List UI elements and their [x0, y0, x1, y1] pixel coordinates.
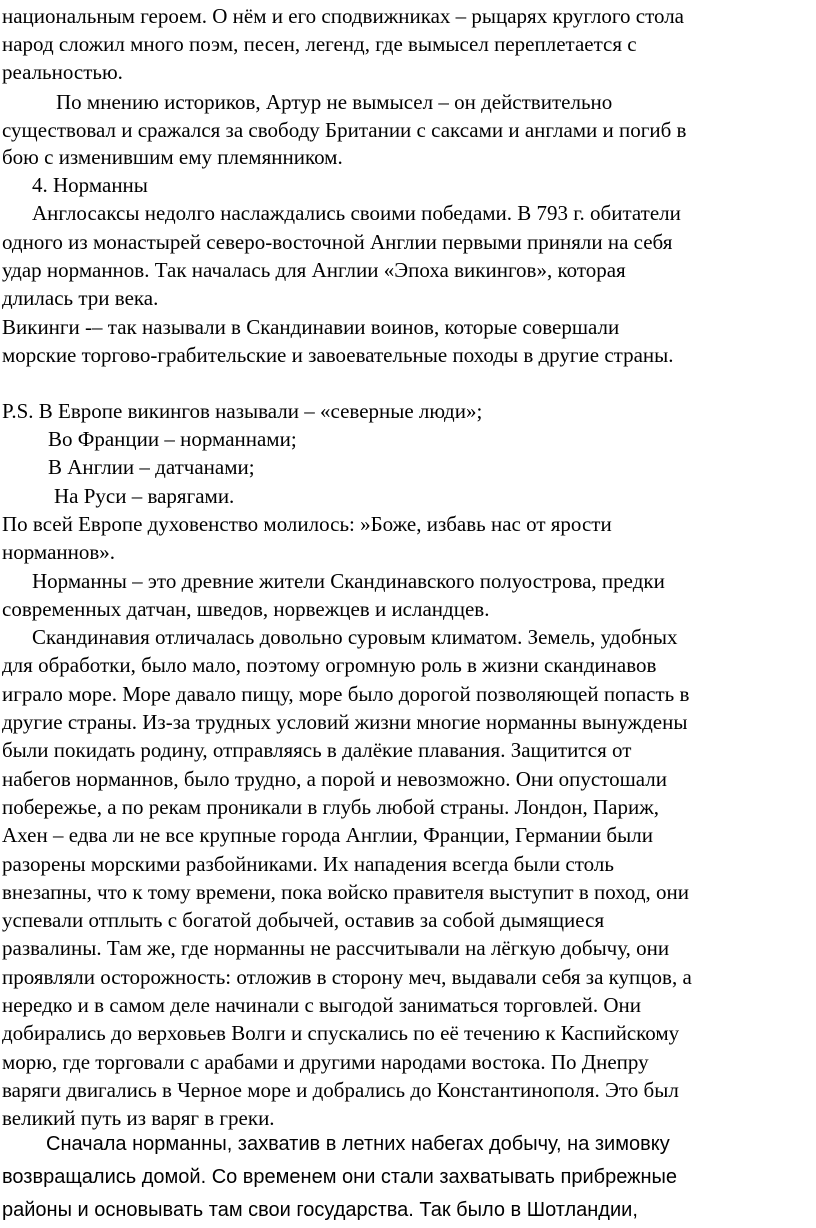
text-line: одного из монастырей северо-восточной Англии первыми приняли на себя — [2, 230, 673, 254]
text-line: играло море. Море давало пищу, море было дорогой позволяющей попасть в — [2, 682, 690, 706]
text-line: разорены морскими разбойниками. Их нападения всегда были столь — [2, 852, 614, 876]
text-line: развалины. Там же, где норманны не рассчитывали на лёгкую добычу, они — [2, 936, 670, 960]
text-line: добирались до верховьев Волги и спускались по её течению к Каспийскому — [2, 1021, 680, 1045]
text-line: нередко и в самом деле начинали с выгодой заниматься торговлей. Они — [2, 993, 642, 1017]
text-line: бою с изменившим ему племянником. — [2, 145, 343, 169]
text-line: побережье, а по рекам проникали в глубь любой страны. Лондон, Париж, — [2, 795, 659, 819]
text-line: другие страны. Из-за трудных условий жизни многие норманны вынуждены — [2, 710, 688, 734]
text-line: удар норманнов. Так началась для Англии «Эпоха викингов», которая — [2, 258, 626, 282]
text-line: народ сложил много поэм, песен, легенд, где вымысел переплетается с — [2, 32, 637, 56]
text-line: Во Франции – норманнами; — [48, 427, 297, 451]
text-line-sans: возвращались домой. Со временем они стали захватывать прибрежные — [2, 1166, 678, 1188]
text-line: По мнению историков, Артур не вымысел – он действительно — [56, 90, 613, 114]
text-line: Англосаксы недолго наслаждались своими победами. В 793 г. обитатели — [32, 201, 681, 225]
text-line: проявляли осторожность: отложив в сторону меч, выдавали себя за купцов, а — [2, 965, 692, 989]
text-line: морю, где торговали с арабами и другими народами востока. По Днепру — [2, 1050, 649, 1074]
text-line: В Англии – датчанами; — [48, 455, 255, 479]
text-line: P.S. В Европе викингов называли – «северные люди»; — [2, 399, 483, 423]
text-line: успевали отплыть с богатой добычей, оставив за собой дымящиеся — [2, 908, 605, 932]
text-line: длилась три века. — [2, 286, 159, 310]
text-line: реальностью. — [2, 60, 123, 84]
text-line-sans: районы и основывать там свои государства. Так было в Шотландии, — [2, 1199, 638, 1221]
text-line: внезапны, что к тому времени, пока войско правителя выступит в поход, они — [2, 880, 689, 904]
text-line: Викинги -– так называли в Скандинавии воинов, которые совершали — [2, 315, 620, 339]
text-line: великий путь из варяг в греки. — [2, 1106, 275, 1130]
text-line: норманнов». — [2, 540, 116, 564]
text-line: Скандинавия отличалась довольно суровым климатом. Земель, удобных — [32, 625, 678, 649]
section-heading: 4. Норманны — [32, 173, 148, 197]
text-line-sans: Сначала норманны, захватив в летних набегах добычу, на зимовку — [46, 1133, 670, 1155]
text-line: Норманны – это древние жители Скандинавского полуострова, предки — [32, 569, 665, 593]
text-line: морские торгово-грабительские и завоевательные походы в другие страны. — [2, 343, 674, 367]
text-line: существовал и сражался за свободу Британии с саксами и англами и погиб в — [2, 118, 687, 142]
text-line: современных датчан, шведов, норвежцев и исландцев. — [2, 597, 490, 621]
text-line: варяги двигались в Черное море и добрались до Константинополя. Это был — [2, 1078, 679, 1102]
text-line: Ахен – едва ли не все крупные города Англии, Франции, Германии были — [2, 823, 653, 847]
text-line: набегов норманнов, было трудно, а порой и невозможно. Они опустошали — [2, 767, 667, 791]
text-line: для обработки, было мало, поэтому огромную роль в жизни скандинавов — [2, 653, 657, 677]
text-line: На Руси – варягами. — [54, 484, 235, 508]
text-line: были покидать родину, отправляясь в далёкие плавания. Защитится от — [2, 738, 632, 762]
text-line: По всей Европе духовенство молилось: »Боже, избавь нас от ярости — [2, 512, 612, 536]
text-line: национальным героем. О нём и его сподвижниках – рыцарях круглого стола — [2, 4, 685, 28]
